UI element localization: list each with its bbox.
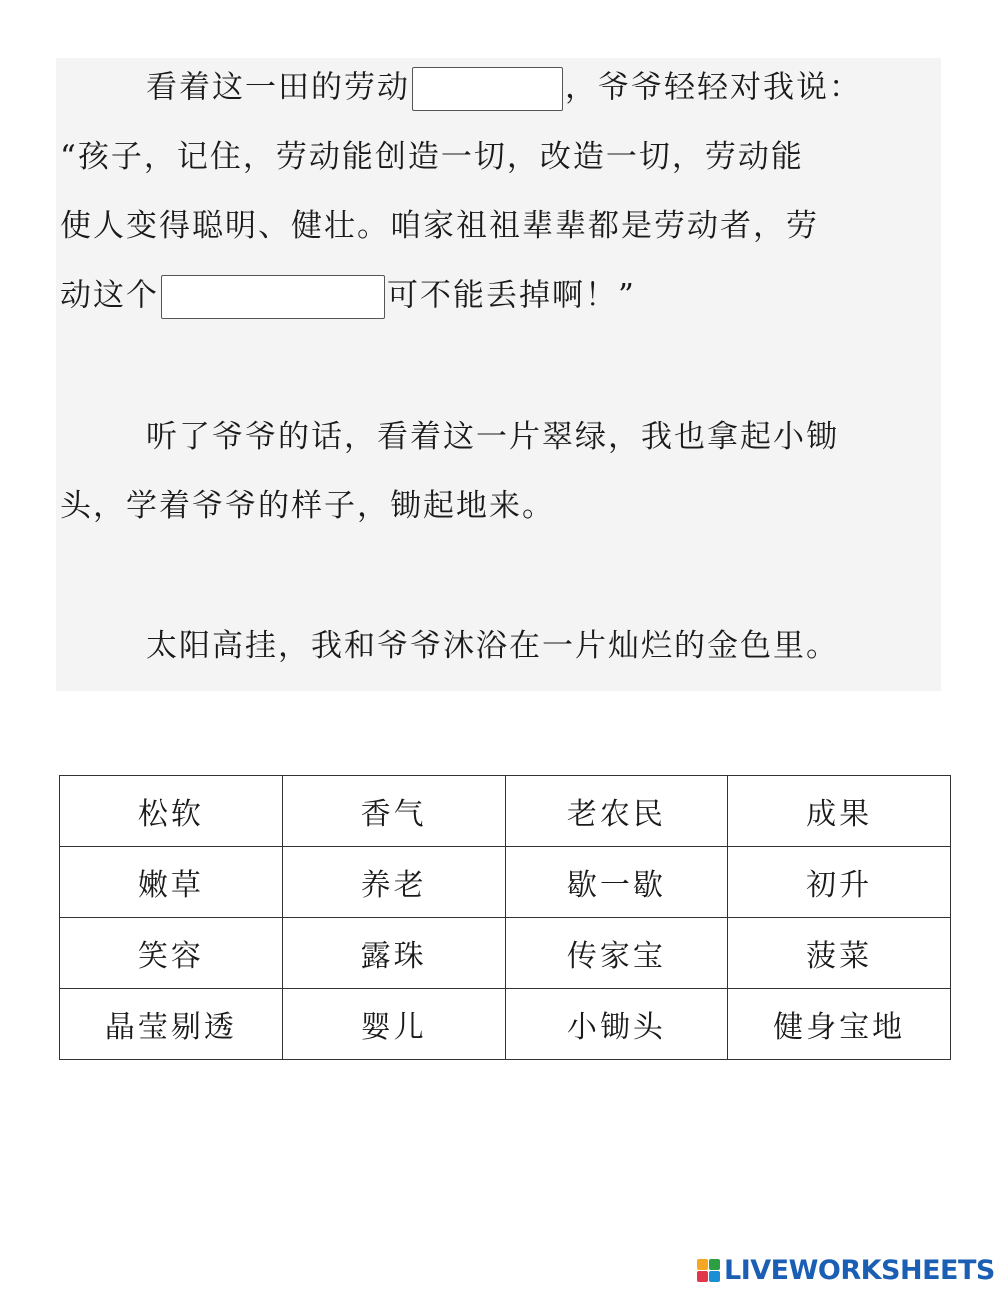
word-option[interactable]: 香气 <box>282 776 505 847</box>
word-bank-row <box>60 918 951 989</box>
word-bank-table <box>59 775 951 1060</box>
logo-mark-icon <box>697 1259 720 1282</box>
word-option[interactable]: 老农民 <box>505 776 728 847</box>
passage-line: 听了爷爷的话，看着这一片翠绿，我也拿起小锄 <box>146 419 839 455</box>
word-bank-row <box>60 776 951 847</box>
logo-square <box>697 1259 708 1270</box>
word-option[interactable]: 晶莹剔透 <box>60 989 283 1060</box>
logo-text: LIVEWORKSHEETS <box>724 1254 995 1286</box>
passage-line: “孩子，记住，劳动能创造一切，改造一切，劳动能 <box>60 139 804 175</box>
word-option[interactable]: 健身宝地 <box>728 989 951 1060</box>
passage-text: 动这个 <box>60 277 159 314</box>
logo-square <box>709 1259 720 1270</box>
passage-line <box>146 67 862 111</box>
passage-line: 使人变得聪明、健壮。咱家祖祖辈辈都是劳动者，劳 <box>60 208 819 244</box>
passage-text: 看着这一田的劳动 <box>146 69 410 106</box>
reading-passage <box>56 58 941 691</box>
passage-line <box>60 275 636 319</box>
word-option[interactable]: 成果 <box>728 776 951 847</box>
logo-square <box>697 1271 708 1282</box>
word-option[interactable]: 嫩草 <box>60 847 283 918</box>
passage-text: ，爷爷轻轻对我说： <box>565 69 862 106</box>
passage-text: 可不能丢掉啊！” <box>387 277 636 314</box>
liveworksheets-logo <box>697 1254 995 1286</box>
word-option[interactable]: 传家宝 <box>505 918 728 989</box>
word-option[interactable]: 露珠 <box>282 918 505 989</box>
word-option[interactable]: 松软 <box>60 776 283 847</box>
word-option[interactable]: 初升 <box>728 847 951 918</box>
passage-line: 头，学着爷爷的样子，锄起地来。 <box>60 488 555 524</box>
word-option[interactable]: 歇一歇 <box>505 847 728 918</box>
word-option[interactable]: 菠菜 <box>728 918 951 989</box>
word-option[interactable]: 小锄头 <box>505 989 728 1060</box>
word-option[interactable]: 笑容 <box>60 918 283 989</box>
answer-blank-1[interactable] <box>412 67 563 111</box>
word-bank-row <box>60 989 951 1060</box>
word-option[interactable]: 养老 <box>282 847 505 918</box>
answer-blank-2[interactable] <box>161 275 385 319</box>
word-option[interactable]: 婴儿 <box>282 989 505 1060</box>
logo-square <box>709 1271 720 1282</box>
word-bank-row <box>60 847 951 918</box>
passage-line: 太阳高挂，我和爷爷沐浴在一片灿烂的金色里。 <box>146 628 839 664</box>
